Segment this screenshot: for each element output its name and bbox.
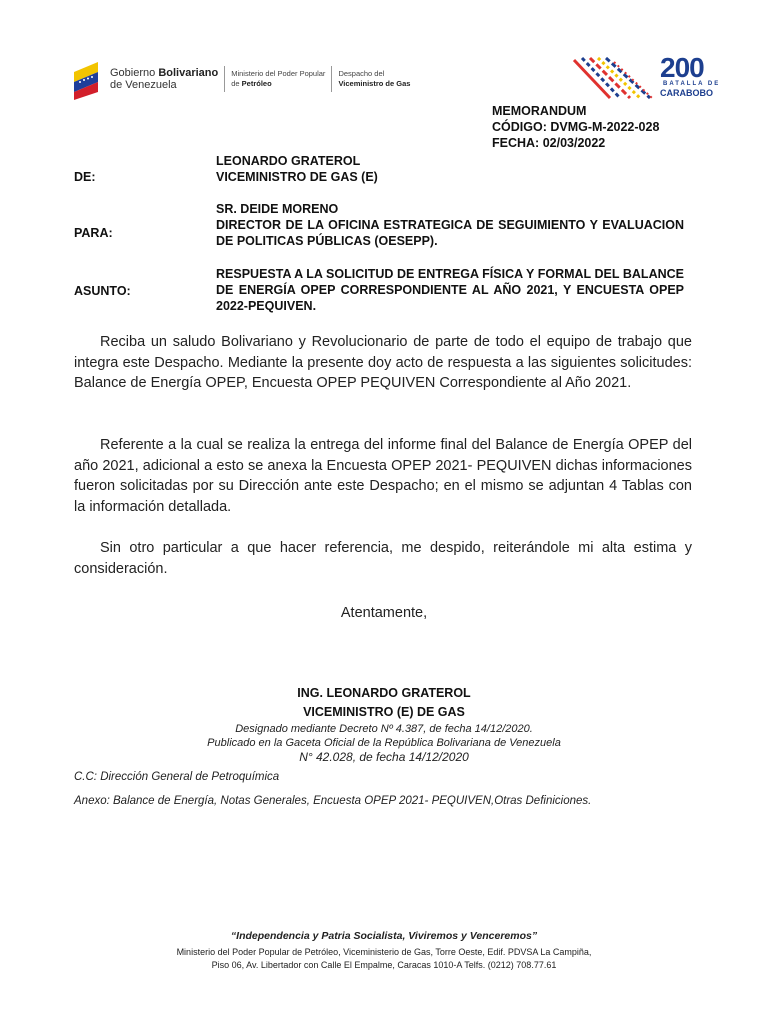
venezuela-flag-icon	[70, 58, 106, 100]
footer-address-1: Ministerio del Poder Popular de Petróleo, Viceministerio de Gas, Torre Oeste, Edif. PDVSA La Campiña,	[176, 947, 592, 957]
anexo-note: Anexo: Balance de Energía, Notas Generales, Encuesta OPEP 2021- PEQUIVEN,Otras Definiciones.	[74, 795, 592, 807]
anniversary-batalla: BATALLA DE	[663, 81, 721, 87]
memo-date: FECHA: 02/03/2022	[492, 136, 606, 150]
ministry-name: Ministerio del Poder Popular de Petróleo	[231, 69, 326, 88]
despacho-name: Despacho del Viceministro de Gas	[338, 69, 411, 88]
decree-line-3: N° 42.028, de fecha 14/12/2020	[299, 750, 469, 764]
decree-line-1: Designado mediante Decreto Nº 4.387, de fecha 14/12/2020.	[235, 723, 533, 735]
para-value: SR. DEIDE MORENO DIRECTOR DE LA OFICINA ESTRATEGICA DE SEGUIMIENTO Y EVALUACION DE POLITICAS PÚBLICAS (OESEPP).	[216, 202, 684, 248]
gobierno-name: Gobierno Bolivariano de Venezuela	[110, 67, 219, 91]
anniversary-number: 200	[660, 52, 704, 83]
footer-quote: “Independencia y Patria Socialista, Viviremos y Venceremos”	[230, 930, 538, 942]
header-divider	[331, 66, 332, 92]
paragraph-3: Sin otro particular a que hacer referencia, me despido, reiterándole mi alta estima y consideración.	[74, 540, 692, 577]
de-value: LEONARDO GRATEROL VICEMINISTRO DE GAS (E)	[216, 154, 378, 184]
decree-line-2: Publicado en la Gaceta Oficial de la República Bolivariana de Venezuela	[207, 737, 561, 749]
signature-title: VICEMINISTRO (E) DE GAS	[303, 705, 465, 719]
paragraph-2: Referente a la cual se realiza la entrega del informe final del Balance de Energía OPEP del año 2021, adicional a esto se anexa la Encuesta OPEP 2021- PEQUIVEN dichas informaciones fueron solicitadas por su Dirección ante este Despacho; en el mismo se adjuntan 4 Tablas con la información detallada.	[74, 437, 692, 515]
closing: Atentamente,	[340, 605, 428, 621]
header-divider	[224, 66, 225, 92]
para-label: PARA:	[74, 226, 113, 240]
asunto-label: ASUNTO:	[74, 284, 131, 298]
anniversary-carabobo: CARABOBO	[660, 88, 713, 98]
memo-type: MEMORANDUM	[492, 104, 587, 118]
footer-address-2: Piso 06, Av. Libertador con Calle El Empalme, Caracas 1010-A Telfs. (0212) 708.77.61	[211, 960, 557, 970]
memo-block	[492, 103, 659, 151]
asunto-value: RESPUESTA A LA SOLICITUD DE ENTREGA FÍSICA Y FORMAL DEL BALANCE DE ENERGÍA OPEP CORRESPONDIENTE AL AÑO 2021, Y ENCUESTA OPEP 2022-PEQUIVEN.	[216, 267, 684, 313]
paragraph-1: Reciba un saludo Bolivariano y Revolucionario de parte de todo el equipo de trabajo que integra este Despacho. Mediante la presente doy acto de respuesta a las siguientes solicitudes: Balance de Energía OPEP, Encuesta OPEP PEQUIVEN Correspondiente al Año 2021.	[74, 334, 692, 391]
memo-code: CÓDIGO: DVMG-M-2022-028	[492, 120, 660, 134]
signature-name: ING. LEONARDO GRATEROL	[297, 686, 471, 700]
gobierno-logo	[70, 58, 410, 100]
de-label: DE:	[74, 170, 96, 184]
cc-note: C.C: Dirección General de Petroquímica	[74, 771, 280, 783]
letterhead	[0, 0, 768, 110]
